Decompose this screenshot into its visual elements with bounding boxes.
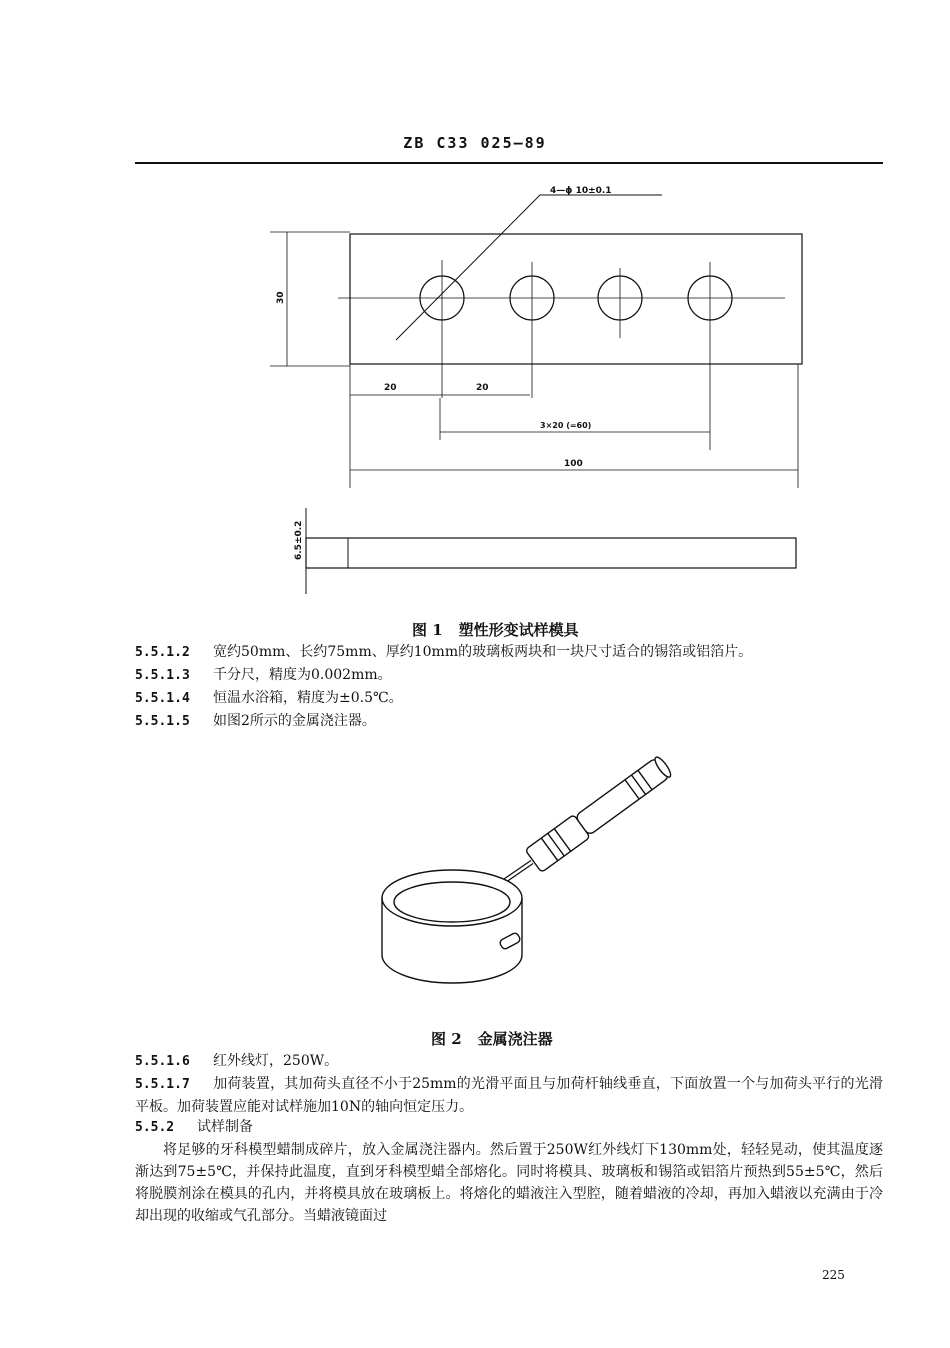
list-item: 5.5.1.5 如图2所示的金属浇注器。 — [135, 713, 376, 729]
list-item: 5.5.1.4 恒温水浴箱，精度为±0.5℃。 — [135, 690, 403, 706]
dimension-label-b: 20 — [476, 383, 489, 393]
total-dimension-label: 100 — [564, 459, 583, 469]
pitch-dimension-label: 3×20 (=60) — [540, 421, 592, 430]
equipment-list-b — [135, 1050, 883, 1118]
page-number: 225 — [822, 1268, 845, 1282]
section-heading: 5.5.2 试样制备 — [135, 1119, 253, 1135]
list-item: 5.5.1.2 宽约50mm、长约75mm、厚约10mm的玻璃板两块和一块尺寸适合的锡箔或铝箔片。 — [135, 644, 753, 660]
list-item: 5.5.1.7 加荷装置，其加荷头直径不小于25mm的光滑平面且与加荷杆轴线垂直，下面放置一个与加荷头平行的光滑平板。加荷装置应能对试样施加10N的轴向恒定压力。 — [135, 1076, 883, 1115]
standard-number: ZB C33 025—89 — [403, 134, 547, 152]
thickness-dimension-label: 6.5±0.2 — [294, 520, 304, 560]
section-sample-preparation — [135, 1116, 883, 1227]
height-dimension-label: 30 — [276, 291, 286, 304]
figure2-caption-text: 金属浇注器 — [477, 1030, 553, 1048]
figure2-caption — [431, 1028, 553, 1049]
vessel-handle-grip-upper — [575, 757, 670, 835]
dimension-label-a: 20 — [384, 383, 397, 393]
list-item: 5.5.1.3 千分尺，精度为0.002mm。 — [135, 667, 392, 683]
hole-callout-label: 4—ϕ 10±0.1 — [550, 186, 612, 196]
figure1-caption-text: 塑性形变试样模具 — [458, 621, 579, 639]
figure2-caption-number: 图 2 — [431, 1030, 462, 1048]
section-body: 将足够的牙科模型蜡制成碎片，放入金属浇注器内。然后置于250W红外线灯下130mm处，轻轻晃动，使其温度逐渐达到75±5℃，并保持此温度，直到牙科模型蜡全部熔化。同时将模具、玻璃板和锡箔或铝箔片预热到55±5℃，然后将脱膜剂涂在模具的孔内，并将模具放在玻璃板上。将熔化的蜡液注入型腔，随着蜡液的冷却，再加入蜡液以充满由于冷却出现的收缩或气孔部分。当蜡液镜面过 — [135, 1142, 883, 1224]
figure1-caption-number: 图 1 — [412, 621, 443, 639]
list-item: 5.5.1.6 红外线灯，250W。 — [135, 1053, 339, 1069]
